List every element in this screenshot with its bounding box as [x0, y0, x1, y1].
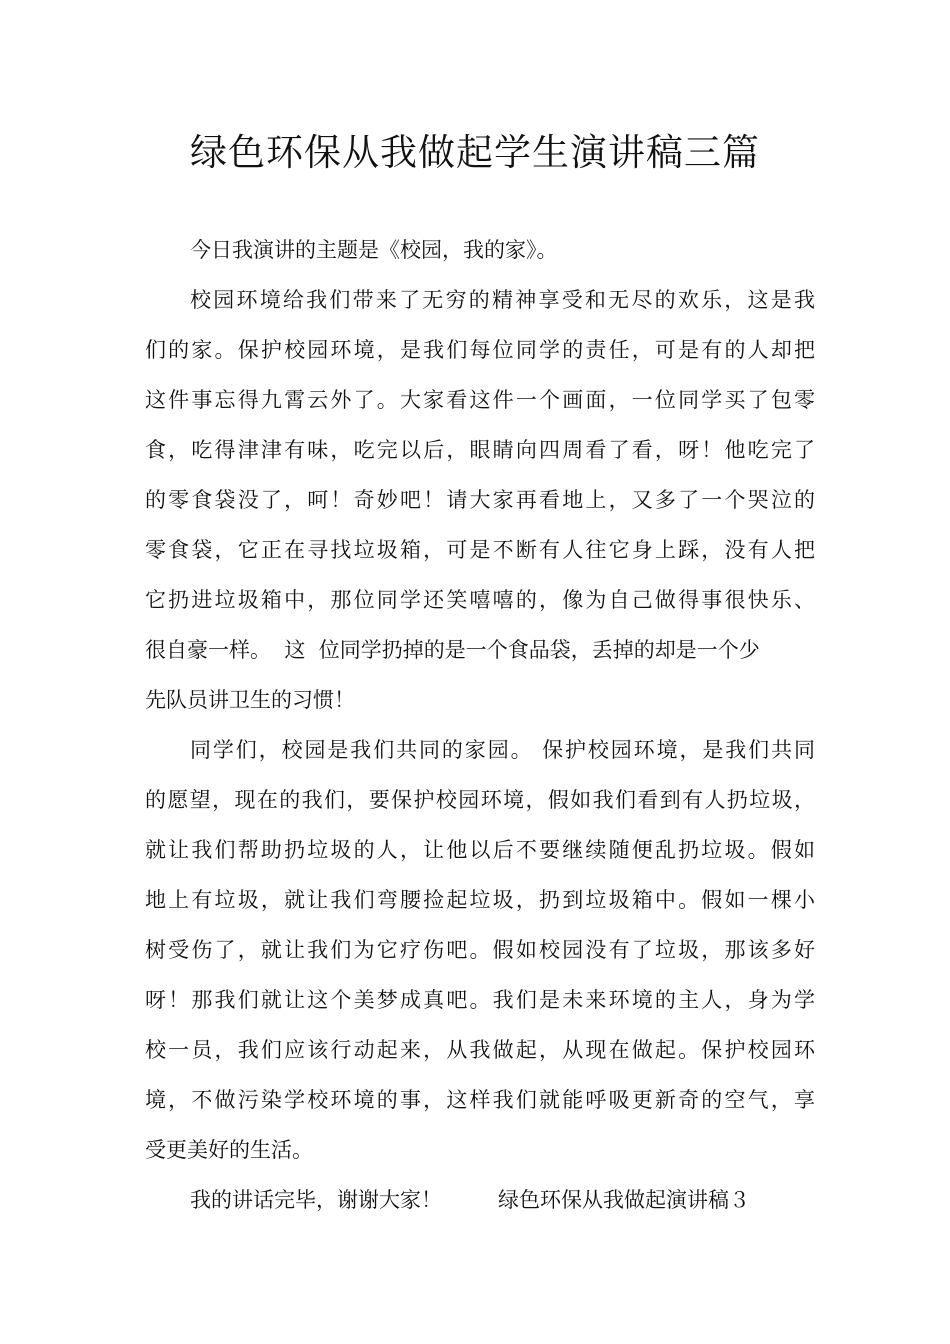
paragraph-line: 很自豪一样。 这 位同学扔掉的是一个食品袋，丢掉的却是一个少 — [145, 638, 760, 662]
paragraph-line: 就让我们帮助扔垃圾的人，让他以后不要继续随便乱扔垃圾。假如 — [145, 838, 815, 862]
paragraph-line: 境，不做污染学校环境的事，这样我们就能呼吸更新奇的空气，享 — [145, 1088, 815, 1112]
paragraph-line: 这件事忘得九霄云外了。大家看这件一个画面，一位同学买了包零 — [145, 388, 815, 412]
paragraph-line: 地上有垃圾，就让我们弯腰捡起垃圾，扔到垃圾箱中。假如一棵小 — [145, 888, 815, 912]
paragraph-line: 同学们，校园是我们共同的家园。 保护校园环境，是我们共同 — [190, 738, 815, 762]
paragraph-line: 的愿望，现在的我们，要保护校园环境，假如我们看到有人扔垃圾， — [145, 788, 815, 812]
paragraph-line: 零食袋，它正在寻找垃圾箱，可是不断有人往它身上踩，没有人把 — [145, 538, 815, 562]
closing-text: 我的讲话完毕，谢谢大家！ — [190, 1188, 442, 1212]
next-speech-heading: 绿色环保从我做起演讲稿３ — [498, 1188, 750, 1212]
document-body — [145, 225, 815, 1225]
paragraph-line: 它扔进垃圾箱中，那位同学还笑嘻嘻的，像为自己做得事很快乐、 — [145, 588, 815, 612]
paragraph-line: 食，吃得津津有味，吃完以后，眼睛向四周看了看，呀！他吃完了 — [145, 438, 815, 462]
paragraph-line: 校一员，我们应该行动起来，从我做起，从现在做起。保护校园环 — [145, 1038, 815, 1062]
paragraph-line: 树受伤了，就让我们为它疗伤吧。假如校园没有了垃圾，那该多好 — [145, 938, 815, 962]
paragraph-line: 们的家。保护校园环境，是我们每位同学的责任，可是有的人却把 — [145, 338, 815, 362]
document-title: 绿色环保从我做起学生演讲稿三篇 — [190, 131, 760, 174]
paragraph-line: 的零食袋没了，呵！奇妙吧！请大家再看地上，又多了一个哭泣的 — [145, 488, 815, 512]
paragraph-line: 呀！那我们就让这个美梦成真吧。我们是未来环境的主人，身为学 — [145, 988, 815, 1012]
paragraph-line: 校园环境给我们带来了无穷的精神享受和无尽的欢乐，这是我 — [190, 288, 815, 312]
paragraph-line: 今日我演讲的主题是《校园，我的家》。 — [190, 238, 558, 262]
paragraph-line: 先队员讲卫生的习惯！ — [145, 688, 355, 712]
closing-line — [145, 1175, 815, 1225]
paragraph-line: 受更美好的生活。 — [145, 1138, 313, 1162]
